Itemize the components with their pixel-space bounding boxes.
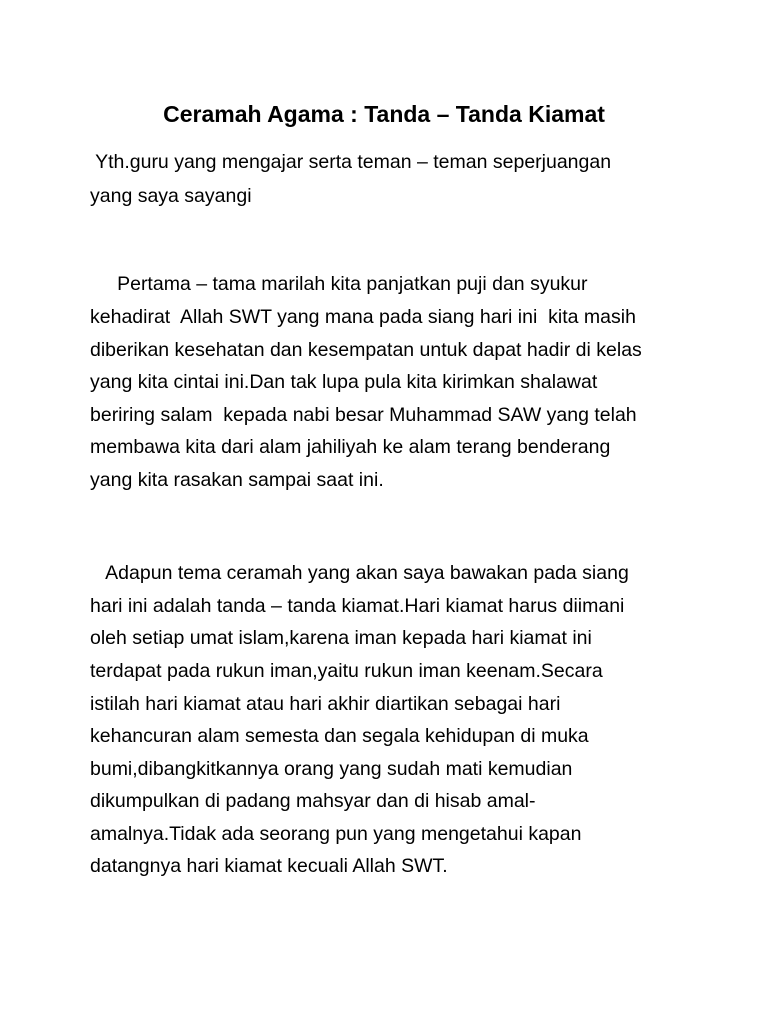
paragraph-2-line: hari ini adalah tanda – tanda kiamat.Hari kiamat harus diimani: [90, 595, 625, 617]
greeting-line: Yth.guru yang mengajar serta teman – teman seperjuangan: [90, 151, 612, 173]
paragraph-1-line: diberikan kesehatan dan kesempatan untuk dapat hadir di kelas: [90, 339, 642, 361]
paragraph-2-line: terdapat pada rukun iman,yaitu rukun iman keenam.Secara: [90, 660, 603, 682]
paragraph-1-line: kehadirat Allah SWT yang mana pada siang hari ini kita masih: [90, 306, 636, 328]
paragraph-1-line: membawa kita dari alam jahiliyah ke alam terang benderang: [90, 436, 611, 458]
paragraph-1-line: Pertama – tama marilah kita panjatkan puji dan syukur: [90, 273, 588, 295]
paragraph-2-line: dikumpulkan di padang mahsyar dan di hisab amal-: [90, 790, 536, 812]
greeting-line: yang saya sayangi: [90, 185, 252, 207]
paragraph-2-line: datangnya hari kiamat kecuali Allah SWT.: [90, 855, 448, 877]
paragraph-2-line: istilah hari kiamat atau hari akhir diartikan sebagai hari: [90, 693, 561, 715]
paragraph-2-line: bumi,dibangkitkannya orang yang sudah mati kemudian: [90, 758, 573, 780]
paragraph-2-line: amalnya.Tidak ada seorang pun yang mengetahui kapan: [90, 823, 582, 845]
paragraph-2-line: oleh setiap umat islam,karena iman kepada hari kiamat ini: [90, 627, 592, 649]
paragraph-1-line: yang kita cintai ini.Dan tak lupa pula kita kirimkan shalawat: [90, 371, 598, 393]
paragraph-2-line: kehancuran alam semesta dan segala kehidupan di muka: [90, 725, 589, 747]
document-title: Ceramah Agama : Tanda – Tanda Kiamat: [163, 101, 605, 127]
paragraph-1-line: yang kita rasakan sampai saat ini.: [90, 469, 384, 491]
paragraph-2-line: Adapun tema ceramah yang akan saya bawakan pada siang: [90, 562, 629, 584]
paragraph-1-line: beriring salam kepada nabi besar Muhammad SAW yang telah: [90, 404, 637, 426]
